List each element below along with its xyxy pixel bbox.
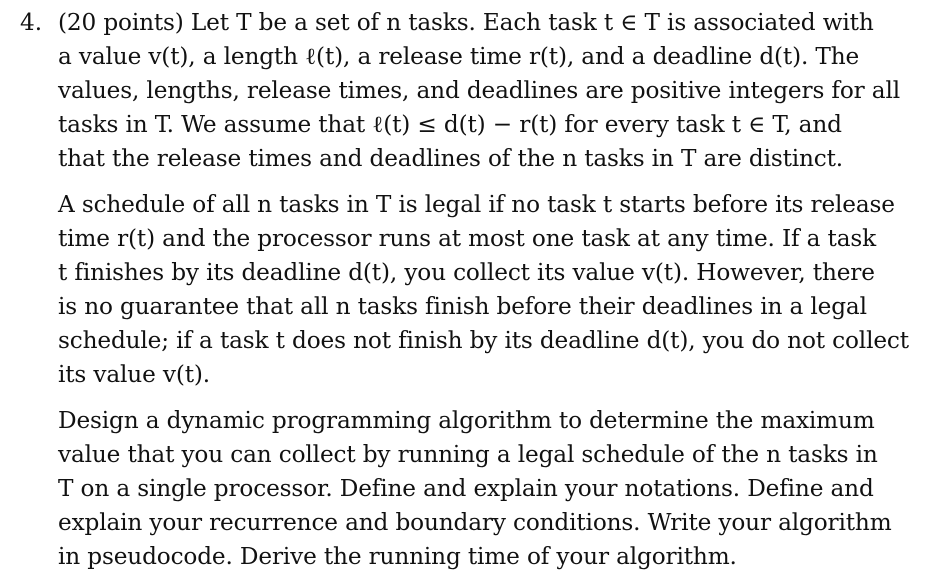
paragraph-2-line-6: its value v(t). — [58, 361, 211, 388]
paragraph-1-line-5: that the release times and deadlines of the n tasks in T are distinct. — [58, 145, 844, 172]
paragraph-1-line-2: a value v(t), a length ℓ(t), a release time r(t), and a deadline d(t). The — [58, 43, 860, 70]
problem-number: 4. — [20, 9, 43, 36]
paragraph-3-line-2: value that you can collect by running a legal schedule of the n tasks in — [58, 441, 878, 468]
paragraph-1-line-1: (20 points) Let T be a set of n tasks. Each task t ∈ T is associated with — [58, 9, 874, 36]
paragraph-2-line-5: schedule; if a task t does not finish by its deadline d(t), you do not collect — [58, 327, 909, 354]
paragraph-3-line-3: T on a single processor. Define and explain your notations. Define and — [58, 475, 874, 502]
paragraph-2-line-2: time r(t) and the processor runs at most one task at any time. If a task — [58, 225, 877, 252]
paragraph-1-line-3: values, lengths, release times, and deadlines are positive integers for all — [58, 77, 901, 104]
paragraph-3-line-4: explain your recurrence and boundary conditions. Write your algorithm — [58, 509, 892, 536]
paragraph-3-line-5: in pseudocode. Derive the running time of your algorithm. — [58, 543, 737, 570]
paragraph-3-line-1: Design a dynamic programming algorithm to determine the maximum — [58, 407, 875, 434]
paragraph-1-line-4: tasks in T. We assume that ℓ(t) ≤ d(t) − r(t) for every task t ∈ T, and — [58, 111, 842, 138]
paragraph-2-line-1: A schedule of all n tasks in T is legal if no task t starts before its release — [58, 191, 895, 218]
paragraph-2-line-3: t finishes by its deadline d(t), you collect its value v(t). However, there — [58, 259, 875, 286]
paragraph-2-line-4: is no guarantee that all n tasks finish before their deadlines in a legal — [58, 293, 867, 320]
